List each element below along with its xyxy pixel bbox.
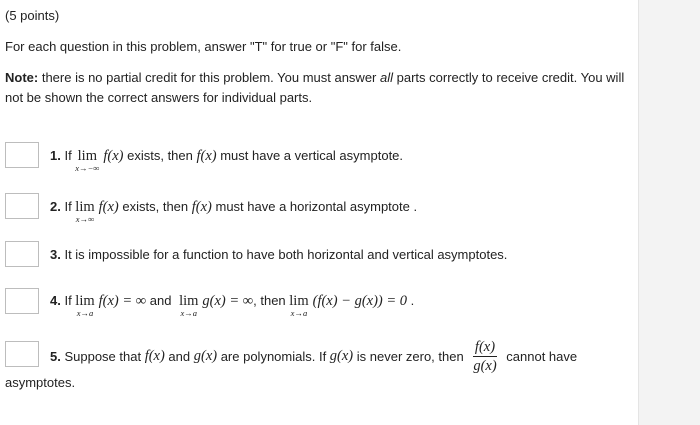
- note-paragraph: [5, 68, 635, 108]
- limit-4a: [75, 293, 94, 318]
- question-4-expr-c: (f(x) − g(x)) = 0: [312, 293, 408, 309]
- limit-1-word: lim: [77, 148, 97, 164]
- fraction-denominator: g(x): [473, 357, 497, 374]
- question-5-expr-g: g(x): [193, 347, 218, 364]
- instructions-text: For each question in this problem, answer "T" for true or "F" for false.: [5, 39, 402, 54]
- question-4-text-d: .: [407, 293, 415, 308]
- question-5-expr-f: f(x): [144, 347, 165, 364]
- fraction-numerator: f(x): [474, 338, 496, 355]
- limit-4c-sub: x→a: [290, 308, 308, 318]
- question-1-text-b: exists, then: [123, 148, 197, 163]
- answer-input-4[interactable]: [5, 288, 39, 314]
- question-2-expr-b: f(x): [191, 199, 212, 215]
- question-4-text-b: and: [146, 293, 176, 308]
- note-label: Note:: [5, 70, 39, 85]
- question-1: [50, 148, 403, 173]
- answer-input-3[interactable]: [5, 241, 39, 267]
- question-5-text-d: is never zero, then: [353, 348, 468, 364]
- question-4-text-a: If: [60, 293, 76, 308]
- limit-4a-sub: x→a: [76, 308, 94, 318]
- question-2-text-c: must have a horizontal asymptote .: [211, 199, 418, 214]
- note-text-2: parts correctly to receive credit. You will not be shown the correct answers for individual parts.: [5, 70, 625, 105]
- question-1-text-a: If: [60, 148, 76, 163]
- points-label: (5 points): [5, 8, 60, 23]
- question-number-3: 3.: [50, 247, 61, 262]
- question-5-text-a: Suppose that: [60, 348, 145, 364]
- question-number-2: 2.: [50, 199, 61, 214]
- question-1-expr-b: f(x): [196, 148, 217, 164]
- right-side-panel: [638, 0, 700, 425]
- question-2: [50, 199, 417, 224]
- question-2-text-b: exists, then: [118, 199, 192, 214]
- limit-4b: [179, 293, 198, 318]
- limit-2-word: lim: [75, 199, 95, 215]
- limit-4b-sub: x→a: [180, 308, 197, 318]
- answer-input-5[interactable]: [5, 341, 39, 367]
- question-1-text-c: must have a vertical asymptote.: [216, 148, 404, 163]
- question-3: [50, 247, 507, 262]
- question-number-1: 1.: [50, 148, 61, 163]
- question-4-expr-a: f(x) = ∞: [98, 293, 147, 309]
- question-number-4: 4.: [50, 293, 61, 308]
- question-2-expr-a: f(x): [98, 199, 119, 215]
- limit-1-sub: x→−∞: [75, 163, 100, 173]
- question-5-text-c: are polynomials. If: [217, 348, 330, 364]
- question-4-expr-b: g(x) = ∞: [202, 293, 254, 309]
- question-5: [50, 336, 577, 376]
- question-5-continuation: asymptotes.: [5, 375, 76, 390]
- limit-2-sub: x→∞: [75, 214, 95, 224]
- limit-4c: [289, 293, 308, 318]
- limit-4a-word: lim: [75, 293, 95, 309]
- question-1-expr-a: f(x): [103, 148, 124, 164]
- answer-input-2[interactable]: [5, 193, 39, 219]
- question-3-text: It is impossible for a function to have both horizontal and vertical asymptotes.: [60, 247, 508, 262]
- limit-4c-word: lim: [289, 293, 309, 309]
- question-4: [50, 293, 414, 318]
- limit-4b-word: lim: [179, 293, 199, 309]
- question-5-text-b: and: [164, 348, 194, 364]
- question-5-text-e: cannot have: [502, 348, 578, 364]
- fraction-f-over-g: [471, 339, 498, 374]
- question-4-text-c: , then: [253, 293, 290, 308]
- question-5-expr-g2: g(x): [329, 347, 354, 364]
- question-number-5: 5.: [50, 348, 61, 364]
- note-text-1: there is no partial credit for this problem. You must answer: [38, 70, 380, 85]
- limit-2: [75, 199, 94, 224]
- limit-1: [75, 148, 99, 173]
- question-2-text-a: If: [60, 199, 76, 214]
- answer-input-1[interactable]: [5, 142, 39, 168]
- note-emphasis: all: [380, 70, 394, 85]
